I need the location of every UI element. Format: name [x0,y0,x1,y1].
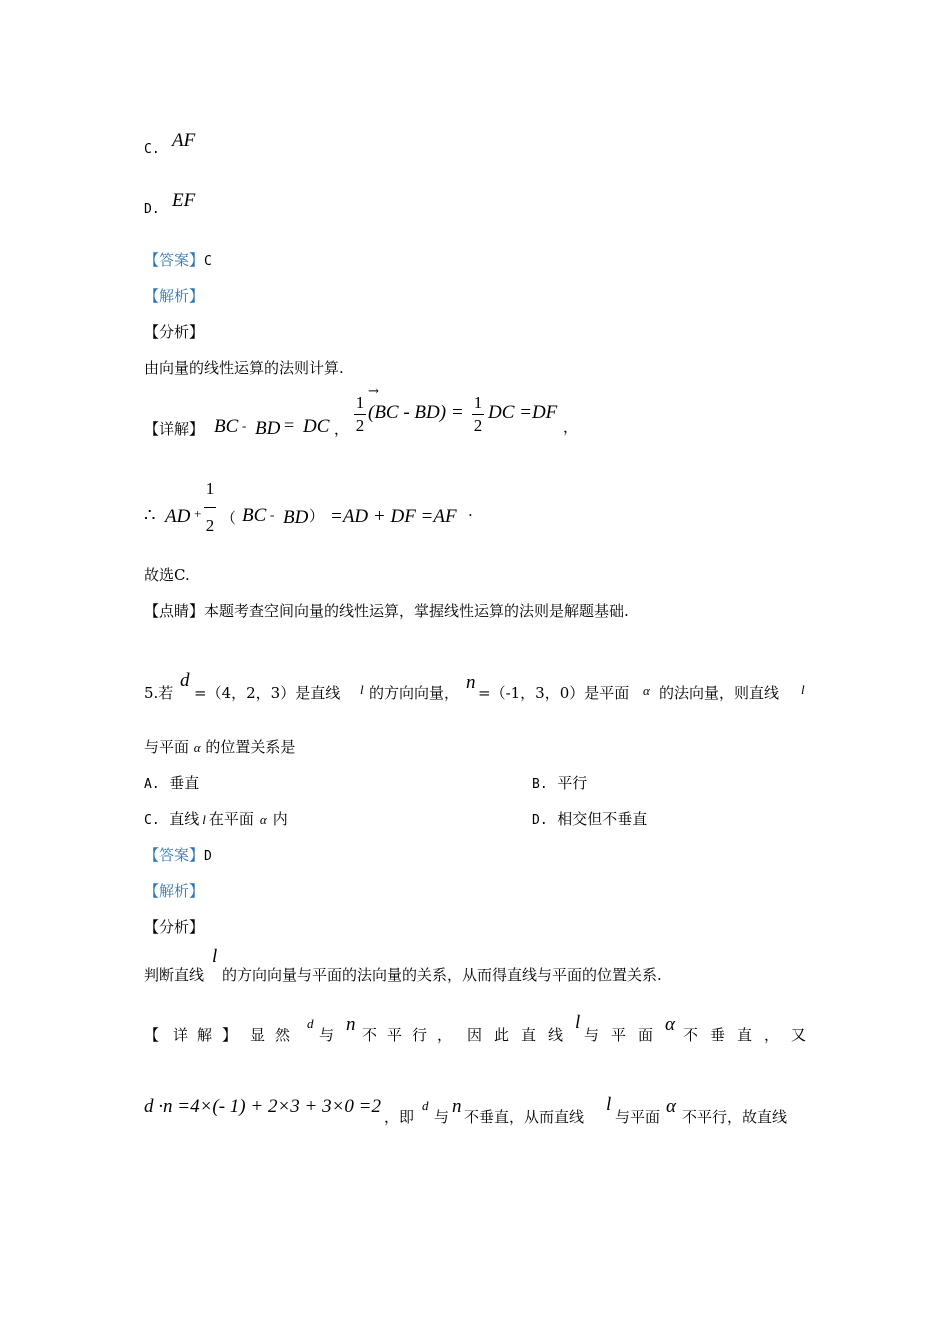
detail2-comma: ， [437,1026,453,1044]
detail2-yu2: 与 [584,1026,600,1044]
detail2-bu: 不 [362,1026,378,1044]
last-d: d [422,1098,429,1113]
q5-option-d[interactable]: D. 相交但不垂直 [532,810,648,828]
eq2-right: DC =DF [488,402,558,423]
q5-line2-post: 的位置关系是 [205,738,296,756]
q5-line2-alpha: α [193,740,201,755]
answer-value: C [204,254,212,269]
detail2-tag-2: 详 [173,1026,189,1044]
detail2-tag-1: 【 [144,1026,160,1044]
eq1-equals: = [284,415,295,435]
eq3-paren-close: ） [309,507,325,525]
fenxi2-tag: 【分析】 [144,918,205,936]
last-comma: ，即 [384,1108,415,1126]
eq2-comma: ， [563,418,579,436]
q5-d: d [180,670,190,691]
q5-n-value: =（-1，3，0）是平面 [478,684,630,702]
eq3-ad: AD [165,506,191,527]
analysis2-tag: 【解析】 [144,882,205,900]
eq3-paren-open: （ [221,509,237,527]
detail2-ping: 平 [387,1026,403,1044]
last-n: n [452,1096,462,1117]
option-d-value: EF [172,190,196,211]
fenxi2-pre: 判断直线 [144,966,205,984]
detail2-comma2: ， [764,1026,780,1044]
fraction-half-1: 1 2 [355,393,365,435]
eq2-expression: (BC - BD) = [368,402,464,423]
fenxi2-post: 的方向向量与平面的法向量的关系，从而得直线与平面的位置关系. [222,966,662,984]
comment-line [144,600,629,621]
q5-number: 5.若 [144,684,174,702]
q5-line2-pre: 与平面 [144,738,190,756]
q5-mid: 的方向向量， [369,684,460,702]
last-alpha: α [666,1096,676,1117]
conclusion: 故选C. [144,566,190,584]
fenxi2-l: l [212,946,218,967]
q5-n: n [466,672,476,693]
answer2-tag: 【答案】 [144,846,205,864]
detail2-ci: 此 [494,1026,510,1044]
detail2-zhi2: 直 [737,1026,753,1044]
fenxi-tag: 【分析】 [144,323,205,341]
detail2-tag-3: 解 [197,1026,213,1044]
detail2-n: n [346,1014,356,1035]
eq3-bc: BC [242,505,267,526]
answer2-value: D [204,849,212,864]
q5-option-c[interactable]: C. 直线 l 在平面 α 内 [144,810,288,828]
detail2-d: d [307,1016,314,1031]
comment-text: 本题考查空间向量的线性运算，掌握线性运算的法则是解题基础. [204,602,629,620]
detail2-yu: 与 [319,1026,335,1044]
detail2-word-2: 然 [275,1026,291,1044]
q5-d-value: =（4，2，3）是直线 [194,684,341,702]
answer-line-2 [144,844,212,865]
eq1-dc: DC [303,416,330,437]
option-c-label: C. [144,142,160,157]
q5-option-a[interactable]: A. 垂直 [144,774,200,792]
q5-alpha: α [643,683,650,698]
therefore-symbol: ∴ [144,505,156,526]
detail2-l: l [575,1012,581,1033]
eq1-comma: ， [334,420,350,438]
analysis-tag: 【解析】 [144,287,205,305]
fraction-half-3: 1 2 [205,479,215,535]
fenxi-text: 由向量的线性运算的法则计算. [144,359,344,377]
detail2-bu2: 不 [683,1026,699,1044]
eq1-bd: BD [255,418,281,439]
q5-line2 [144,736,295,757]
fraction-half-2: 1 2 [473,393,483,435]
detail2-you: 又 [791,1026,807,1044]
eq3-bd: BD [283,507,309,528]
detail2-xian: 线 [548,1026,564,1044]
last-tail: 不平行，故直线 [682,1108,788,1126]
last-yu: 与 [434,1108,450,1126]
eq1-minus: - [242,418,247,433]
q5-option-b[interactable]: B. 平行 [532,774,588,792]
eq3-right: =AD + DF =AF [330,506,457,527]
last-l: l [606,1094,612,1115]
detail2-ping2: 平 [611,1026,627,1044]
option-d-label: D. [144,202,160,217]
last-buchuizhi: 不垂直，从而直线 [464,1108,585,1126]
q5-l2: l [801,682,805,697]
detail2-chui: 垂 [710,1026,726,1044]
answer-line-1 [144,249,212,270]
detail-tag: 【详解】 [144,420,205,438]
dot-product-eq: d ·n =4×(- 1) + 2×3 + 3×0 =2 [144,1096,381,1117]
option-c-value: AF [172,130,196,151]
detail2-word-1: 显 [250,1026,266,1044]
detail2-mian: 面 [638,1026,654,1044]
eq3-dot: · [468,506,473,524]
detail2-tag-4: 】 [222,1026,238,1044]
detail2-alpha: α [665,1014,675,1035]
detail2-zhi: 直 [521,1026,537,1044]
vector-arrow: → [368,384,379,399]
comment-tag: 【点睛】 [144,602,205,620]
detail2-yin: 因 [467,1026,483,1044]
eq3-plus: + [194,506,202,521]
answer-tag: 【答案】 [144,251,205,269]
last-yupingmian: 与平面 [615,1108,661,1126]
q5-l: l [360,682,364,697]
q5-tail: 的法向量，则直线 [659,684,780,702]
detail2-xing: 行 [412,1026,428,1044]
eq1-bc: BC [214,416,239,437]
eq3-minus: - [270,507,275,522]
